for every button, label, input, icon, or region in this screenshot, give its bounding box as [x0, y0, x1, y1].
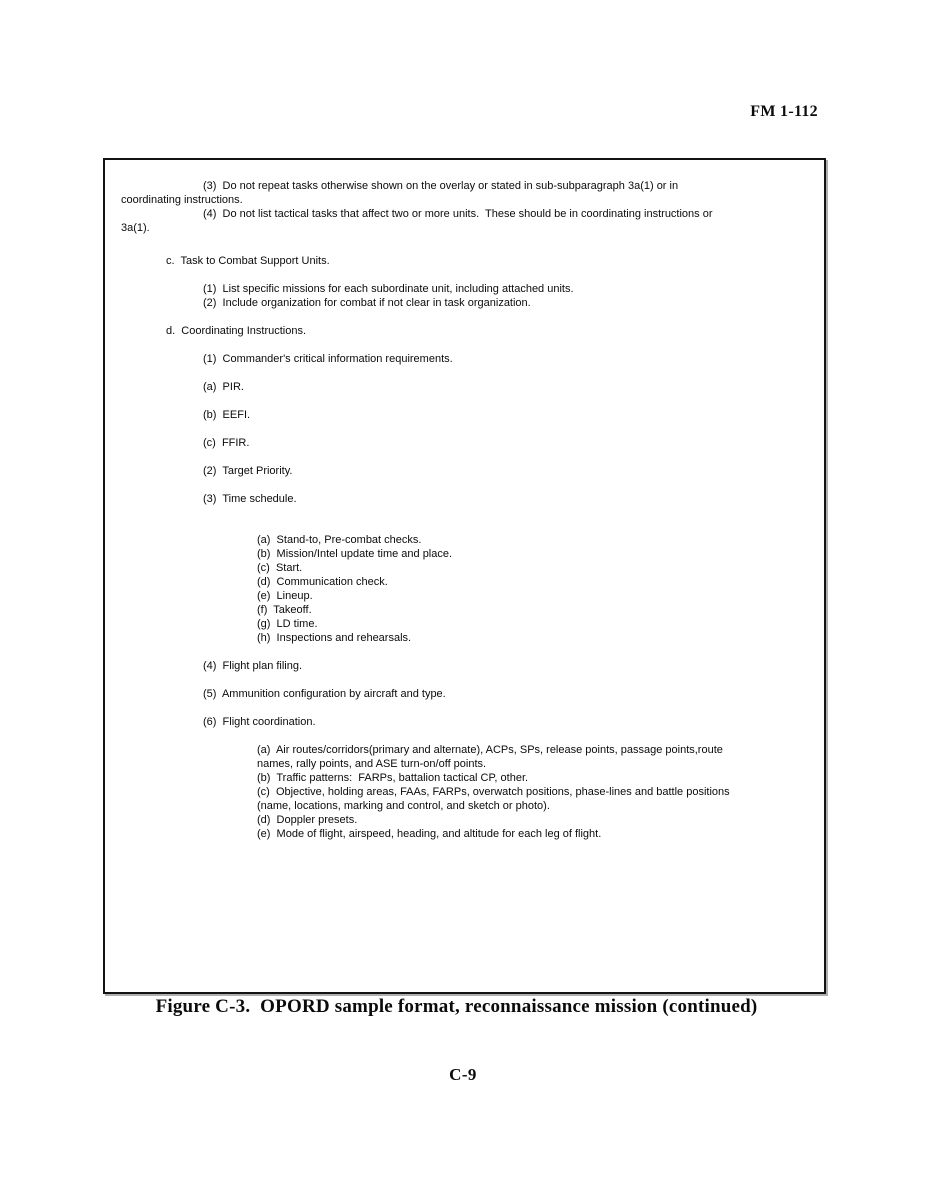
doc-line: (2) Include organization for combat if not clear in task organization. — [203, 297, 531, 309]
doc-line: (c) Objective, holding areas, FAAs, FARPs, overwatch positions, phase-lines and battle positions — [257, 786, 730, 798]
doc-line-doppler-presets: (d) Doppler presets. — [257, 814, 358, 826]
opord-sample-box — [103, 158, 826, 994]
doc-line: (1) List specific missions for each subordinate unit, including attached units. — [203, 283, 574, 295]
doc-line: (a) Air routes/corridors(primary and alternate), ACPs, SPs, release points, passage points,route — [257, 744, 723, 756]
doc-line: (name, locations, marking and control, and sketch or photo). — [257, 800, 550, 812]
doc-line-flight-coordination: (6) Flight coordination. — [203, 716, 316, 728]
doc-line: (g) LD time. — [257, 618, 318, 630]
doc-line: (f) Takeoff. — [257, 604, 312, 616]
page-number: C-9 — [449, 1065, 477, 1084]
doc-line: (b) Traffic patterns: FARPs, battalion tactical CP, other. — [257, 772, 529, 784]
doc-line-time-schedule: (3) Time schedule. — [203, 493, 297, 505]
doc-line: 3a(1). — [121, 222, 150, 234]
figure-caption: Figure C-3. OPORD sample format, reconnaissance mission (continued) — [155, 996, 758, 1017]
doc-line-ffir: (c) FFIR. — [203, 437, 250, 449]
doc-line-target-priority: (2) Target Priority. — [203, 465, 293, 477]
doc-line: (h) Inspections and rehearsals. — [257, 632, 412, 644]
document-id-header: FM 1-112 — [750, 103, 818, 120]
doc-line-pir: (a) PIR. — [203, 381, 244, 393]
doc-line: (b) Mission/Intel update time and place. — [257, 548, 453, 560]
doc-line-eefi: (b) EEFI. — [203, 409, 251, 421]
doc-line: (e) Mode of flight, airspeed, heading, and altitude for each leg of flight. — [257, 828, 602, 840]
doc-line: (d) Communication check. — [257, 576, 388, 588]
doc-line: names, rally points, and ASE turn-on/off points. — [257, 758, 487, 770]
doc-line: (e) Lineup. — [257, 590, 313, 602]
doc-line-flight-plan-filing: (4) Flight plan filing. — [203, 660, 303, 672]
doc-line: (a) Stand-to, Pre-combat checks. — [257, 534, 422, 546]
doc-line: (1) Commander's critical information requirements. — [203, 353, 453, 365]
doc-line: coordinating instructions. — [121, 194, 243, 206]
doc-line-coordinating-instructions: d. Coordinating Instructions. — [166, 325, 307, 337]
doc-line-task-combat-support: c. Task to Combat Support Units. — [166, 255, 330, 267]
doc-line-ammunition-config: (5) Ammunition configuration by aircraft and type. — [203, 688, 446, 700]
doc-line: (3) Do not repeat tasks otherwise shown on the overlay or stated in sub-subparagraph 3a(1) or in — [203, 180, 679, 192]
doc-line: (c) Start. — [257, 562, 303, 574]
doc-line: (4) Do not list tactical tasks that affect two or more units. These should be in coordinating instructions or — [203, 208, 713, 220]
